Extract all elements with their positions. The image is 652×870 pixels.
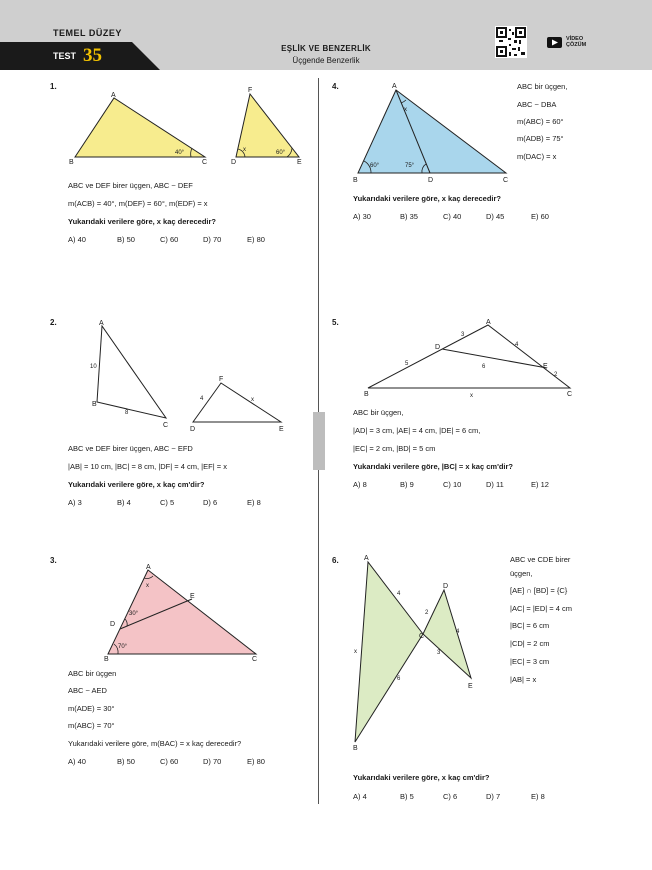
vertex-label: C <box>163 422 169 429</box>
option-c[interactable]: C) 10 <box>443 480 462 489</box>
vertex-label: D <box>435 344 441 351</box>
side-label: 2 <box>425 610 429 616</box>
question-number: 3. <box>50 556 57 565</box>
statement: ABC bir üçgen, <box>353 408 404 417</box>
test-number: 35 <box>83 45 102 66</box>
video-solution-link[interactable] <box>566 36 586 48</box>
statement: |BC| = 6 cm <box>510 621 550 630</box>
question-prompt: Yukarıdaki verilere göre, |BC| = x kaç cm'dir? <box>353 462 514 471</box>
statement: [AE] ∩ [BD] = {C} <box>510 586 568 595</box>
option-e[interactable]: E) 12 <box>531 480 549 489</box>
qr-code-icon[interactable] <box>495 26 527 60</box>
statement: |CD| = 2 cm <box>510 639 550 648</box>
statement: m(ACB) = 40°, m(DEF) = 60°, m(EDF) = x <box>68 199 208 208</box>
option-b[interactable]: B) 35 <box>400 212 418 221</box>
vertex-label: D <box>190 426 196 433</box>
statement: m(ADE) = 30° <box>68 704 115 713</box>
angle-label: 70° <box>118 644 128 650</box>
triangle-abc <box>368 325 570 388</box>
option-b[interactable]: B) 50 <box>117 757 135 766</box>
option-a[interactable]: A) 8 <box>353 480 367 489</box>
vertex-label: E <box>543 363 548 370</box>
angle-label: 40° <box>175 150 185 156</box>
question-number: 2. <box>50 318 57 327</box>
vertex-label: E <box>190 593 195 600</box>
vertex-label: E <box>297 159 302 166</box>
question-prompt: Yukarıdaki verilere göre, m(BAC) = x kaç derecedir? <box>68 739 242 748</box>
vertex-label: F <box>219 376 224 383</box>
statement: üçgen, <box>510 569 533 578</box>
option-d[interactable]: D) 7 <box>486 792 501 801</box>
side-label: 6 <box>397 676 401 682</box>
statement: |AD| = 3 cm, |AE| = 4 cm, |DE| = 6 cm, <box>353 426 481 435</box>
angle-label: 30° <box>129 611 139 617</box>
statement: ABC ~ AED <box>68 686 107 695</box>
option-d[interactable]: D) 11 <box>486 480 504 489</box>
vertex-label: A <box>486 319 491 326</box>
vertex-label: F <box>248 87 253 94</box>
q5-figure <box>358 316 578 400</box>
vertex-label: A <box>364 555 369 562</box>
statement: ABC ve CDE birer <box>510 555 571 564</box>
statement: |AB| = x <box>510 675 537 684</box>
option-c[interactable]: C) 5 <box>160 498 175 507</box>
vertex-label: D <box>110 621 116 628</box>
statement: m(ABC) = 70° <box>68 721 115 730</box>
angle-label: 75° <box>405 163 415 169</box>
question-number: 6. <box>332 556 339 565</box>
side-label: x <box>470 393 473 399</box>
triangle-abc <box>358 90 506 173</box>
vertex-label: C <box>202 159 208 166</box>
side-label: 10 <box>90 364 97 370</box>
vertex-label: B <box>104 656 109 663</box>
side-label: 5 <box>405 361 409 367</box>
triangle-abc <box>97 326 166 418</box>
question-prompt: Yukarıdaki verilere göre, x kaç cm'dir? <box>68 480 205 489</box>
statement: m(ADB) = 75° <box>517 134 564 143</box>
side-label: 3 <box>437 650 441 656</box>
angle-label: 60° <box>276 150 286 156</box>
statement: ABC ve DEF birer üçgen, ABC ~ EFD <box>68 444 193 453</box>
angle-label: x <box>243 147 246 153</box>
statement: |AC| = |ED| = 4 cm <box>510 604 572 613</box>
page-title: EŞLİK VE BENZERLİK <box>281 44 371 53</box>
question-prompt: Yukarıdaki verilere göre, x kaç derecedir? <box>68 217 217 226</box>
statement: m(DAC) = x <box>517 152 557 161</box>
option-c[interactable]: C) 60 <box>160 757 179 766</box>
statement: ABC ~ DBA <box>517 100 557 109</box>
side-label: 4 <box>515 342 519 348</box>
statement: ABC ve DEF birer üçgen, ABC ~ DEF <box>68 181 193 190</box>
statement: m(ABC) = 60° <box>517 117 564 126</box>
vertex-label: C <box>419 633 425 640</box>
option-d[interactable]: D) 6 <box>203 498 218 507</box>
side-label: 4 <box>397 591 401 597</box>
vertex-label: B <box>69 159 74 166</box>
question-number: 1. <box>50 82 57 91</box>
option-a[interactable]: A) 3 <box>68 498 82 507</box>
question-prompt: Yukarıdaki verilere göre, x kaç cm'dir? <box>353 773 490 782</box>
question-number: 4. <box>332 82 339 91</box>
option-c[interactable]: C) 40 <box>443 212 462 221</box>
option-e[interactable]: E) 60 <box>531 212 549 221</box>
option-a[interactable]: A) 30 <box>353 212 371 221</box>
angle-label: 60° <box>370 163 380 169</box>
side-label: x <box>251 397 254 403</box>
option-b[interactable]: B) 9 <box>400 480 414 489</box>
side-label: 6 <box>482 364 486 370</box>
option-d[interactable]: D) 45 <box>486 212 505 221</box>
page-subtitle: Üçgende Benzerlik <box>292 56 360 65</box>
side-label: 2 <box>554 372 558 378</box>
triangle-abc <box>75 98 205 157</box>
option-e[interactable]: E) 80 <box>247 757 265 766</box>
triangle-cde <box>423 590 471 678</box>
test-label: TEST <box>53 51 77 61</box>
option-a[interactable]: A) 40 <box>68 235 86 244</box>
video-play-icon[interactable] <box>547 37 562 48</box>
vertex-label: E <box>279 426 284 433</box>
angle-label: x <box>146 583 149 589</box>
option-a[interactable]: A) 40 <box>68 757 86 766</box>
vertex-label: D <box>443 583 449 590</box>
vertex-label: A <box>392 83 397 90</box>
difficulty-level: TEMEL DÜZEY <box>53 28 122 38</box>
vertex-label: C <box>252 656 258 663</box>
angle-label: x <box>404 107 407 113</box>
triangle-abc <box>355 562 423 742</box>
vertex-label: A <box>99 320 104 327</box>
vertex-label: B <box>92 401 97 408</box>
option-c[interactable]: C) 60 <box>160 235 179 244</box>
option-e[interactable]: E) 8 <box>531 792 545 801</box>
side-tab <box>313 412 325 470</box>
vertex-label: D <box>231 159 237 166</box>
vertex-label: B <box>364 391 369 398</box>
option-d[interactable]: D) 70 <box>203 235 222 244</box>
side-label: 4 <box>456 629 460 635</box>
statement: ABC bir üçgen <box>68 669 117 678</box>
vertex-label: E <box>468 683 473 690</box>
statement: |EC| = 2 cm, |BD| = 5 cm <box>353 444 436 453</box>
question-prompt: Yukarıdaki verilere göre, x kaç derecedir? <box>353 194 502 203</box>
option-a[interactable]: A) 4 <box>353 792 367 801</box>
triangle-def <box>193 383 281 422</box>
video-label-line1: VİDEO <box>566 36 584 42</box>
option-e[interactable]: E) 8 <box>247 498 261 507</box>
q1-figure <box>65 85 310 167</box>
option-b[interactable]: B) 5 <box>400 792 414 801</box>
vertex-label: D <box>428 177 434 184</box>
side-label: 8 <box>125 410 129 416</box>
side-label: 3 <box>461 332 465 338</box>
vertex-label: B <box>353 177 358 184</box>
q4-figure <box>348 80 518 185</box>
vertex-label: C <box>567 391 573 398</box>
option-b[interactable]: B) 4 <box>117 498 131 507</box>
option-c[interactable]: C) 6 <box>443 792 458 801</box>
statement: |AB| = 10 cm, |BC| = 8 cm, |DF| = 4 cm, |EF| = x <box>68 462 227 471</box>
vertex-label: A <box>111 92 116 99</box>
option-d[interactable]: D) 70 <box>203 757 222 766</box>
vertex-label: A <box>146 564 151 571</box>
question-number: 5. <box>332 318 339 327</box>
q6-figure <box>345 550 485 750</box>
side-label: x <box>354 649 357 655</box>
side-label: 4 <box>200 396 204 402</box>
statement: |EC| = 3 cm <box>510 657 550 666</box>
statement: ABC bir üçgen, <box>517 82 568 91</box>
q2-figure <box>80 316 295 434</box>
video-label-line2: ÇÖZÜM <box>566 42 587 48</box>
option-e[interactable]: E) 80 <box>247 235 265 244</box>
vertex-label: B <box>353 745 358 750</box>
vertex-label: C <box>503 177 509 184</box>
q3-figure <box>100 560 265 665</box>
option-b[interactable]: B) 50 <box>117 235 135 244</box>
